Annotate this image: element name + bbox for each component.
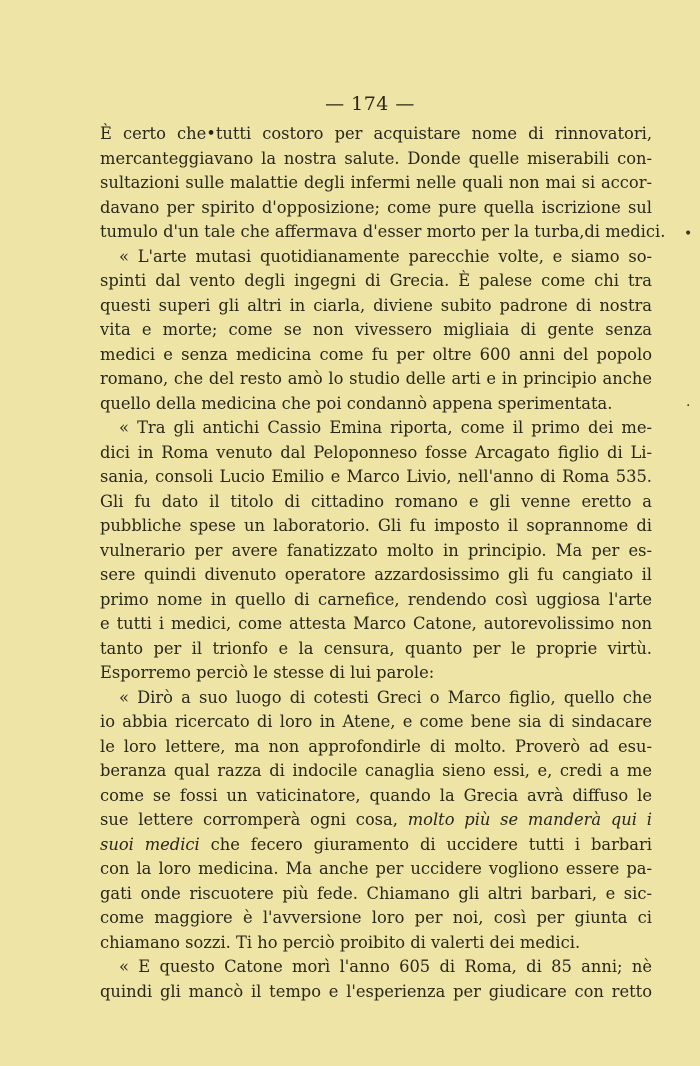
text-line: primo nome in quello di carnefice, rendendo così uggiosa l'arte [100,589,652,609]
text-line: mercanteggiavano la nostra salute. Donde quelle miserabili con- [100,148,652,168]
body-text [100,122,666,1004]
text-line: come maggiore è l'avversione loro per noi, così per giunta ci [100,908,652,927]
text-line: sere quindi divenuto operatore azzardosissimo gli fu cangiato il [100,565,652,584]
text-line: questi superi gli altri in ciarla, diviene subito padrone di nostra [100,295,652,315]
text-line: gati onde riscuotere più fede. Chiamano gli altri barbari, e sic- [100,883,652,903]
text-line: vita e morte; come se non vivessero migliaia di gente senza [100,320,652,339]
text-line: con la loro medicina. Ma anche per uccidere vogliono essere pa- [100,859,652,878]
text-line-with-italic [100,833,652,858]
margin-dot: · [686,398,691,414]
paragraph-end-line: Esporremo perciò le stesse di lui parole: [100,663,435,682]
text-line: beranza qual razza di indocile canaglia sieno essi, e, credi a me [100,761,652,780]
text-line: spinti dal vento degli ingegni di Grecia. È palese come chi tra [100,271,652,290]
margin-dot: • [684,226,693,242]
italic-segment: molto più se manderà qui i [407,810,652,829]
paragraph-start-line: « Dirò a suo luogo di cotesti Greci o Marco figlio, quello che [119,687,652,707]
text-line: Gli fu dato il titolo di cittadino romano e gli venne eretto a [100,491,652,511]
text-segment: sue lettere corromperà ogni cosa, [100,810,398,829]
text-line: vulnerario per avere fanatizzato molto in principio. Ma per es- [100,540,652,560]
text-line: davano per spirito d'opposizione; come pure quella iscrizione sul [100,197,652,217]
text-line: È certo che•tutti costoro per acquistare nome di rinnovatori, [100,124,652,143]
italic-segment: suoi medici [100,834,200,854]
paragraph-start-line: « Tra gli antichi Cassio Emina riporta, come il primo dei me- [119,418,652,437]
text-line: romano, che del resto amò lo studio delle arti e in principio anche [100,369,652,388]
text-line: medici e senza medicina come fu per oltre 600 anni del popolo [100,344,652,364]
text-line: quindi gli mancò il tempo e l'esperienza per giudicare con retto [100,981,652,1001]
text-line: sania, consoli Lucio Emilio e Marco Livio, nell'anno di Roma 535. [100,467,652,486]
text-line: come se fossi un vaticinatore, quando la Grecia avrà diffuso le [100,785,652,805]
text-line: le loro lettere, ma non approfondirle di molto. Proverò ad esu- [100,736,652,756]
paragraph-start-line: « E questo Catone morì l'anno 605 di Roma, di 85 anni; nè [119,957,652,976]
page-number: — 174 — [325,93,415,115]
text-line: tumulo d'un tale che affermava d'esser morto per la turba,di medici. [100,222,666,241]
text-segment: che fecero giuramento di uccidere tutti i barbari [210,834,652,854]
text-line: io abbia ricercato di loro in Atene, e come bene sia di sindacare [100,712,652,731]
text-line: pubbliche spese un laboratorio. Gli fu imposto il soprannome di [100,516,652,535]
paragraph-end-line: quello della medicina che poi condannò appena sperimentata. [100,393,613,413]
text-line-with-italic [100,808,652,833]
paragraph-start-line: « L'arte mutasi quotidianamente parecchie volte, e siamo so- [119,246,652,266]
text-line: sultazioni sulle malattie degli infermi nelle quali non mai si accor- [100,173,652,192]
text-line: tanto per il trionfo e la censura, quanto per le proprie virtù. [100,638,652,658]
paragraph-end-line: chiamano sozzi. Ti ho perciò proibito di valerti dei medici. [100,932,581,952]
text-line: dici in Roma venuto dal Peloponneso fosse Arcagato figlio di Li- [100,442,652,462]
text-line: e tutti i medici, come attesta Marco Catone, autorevolissimo non [100,614,652,633]
